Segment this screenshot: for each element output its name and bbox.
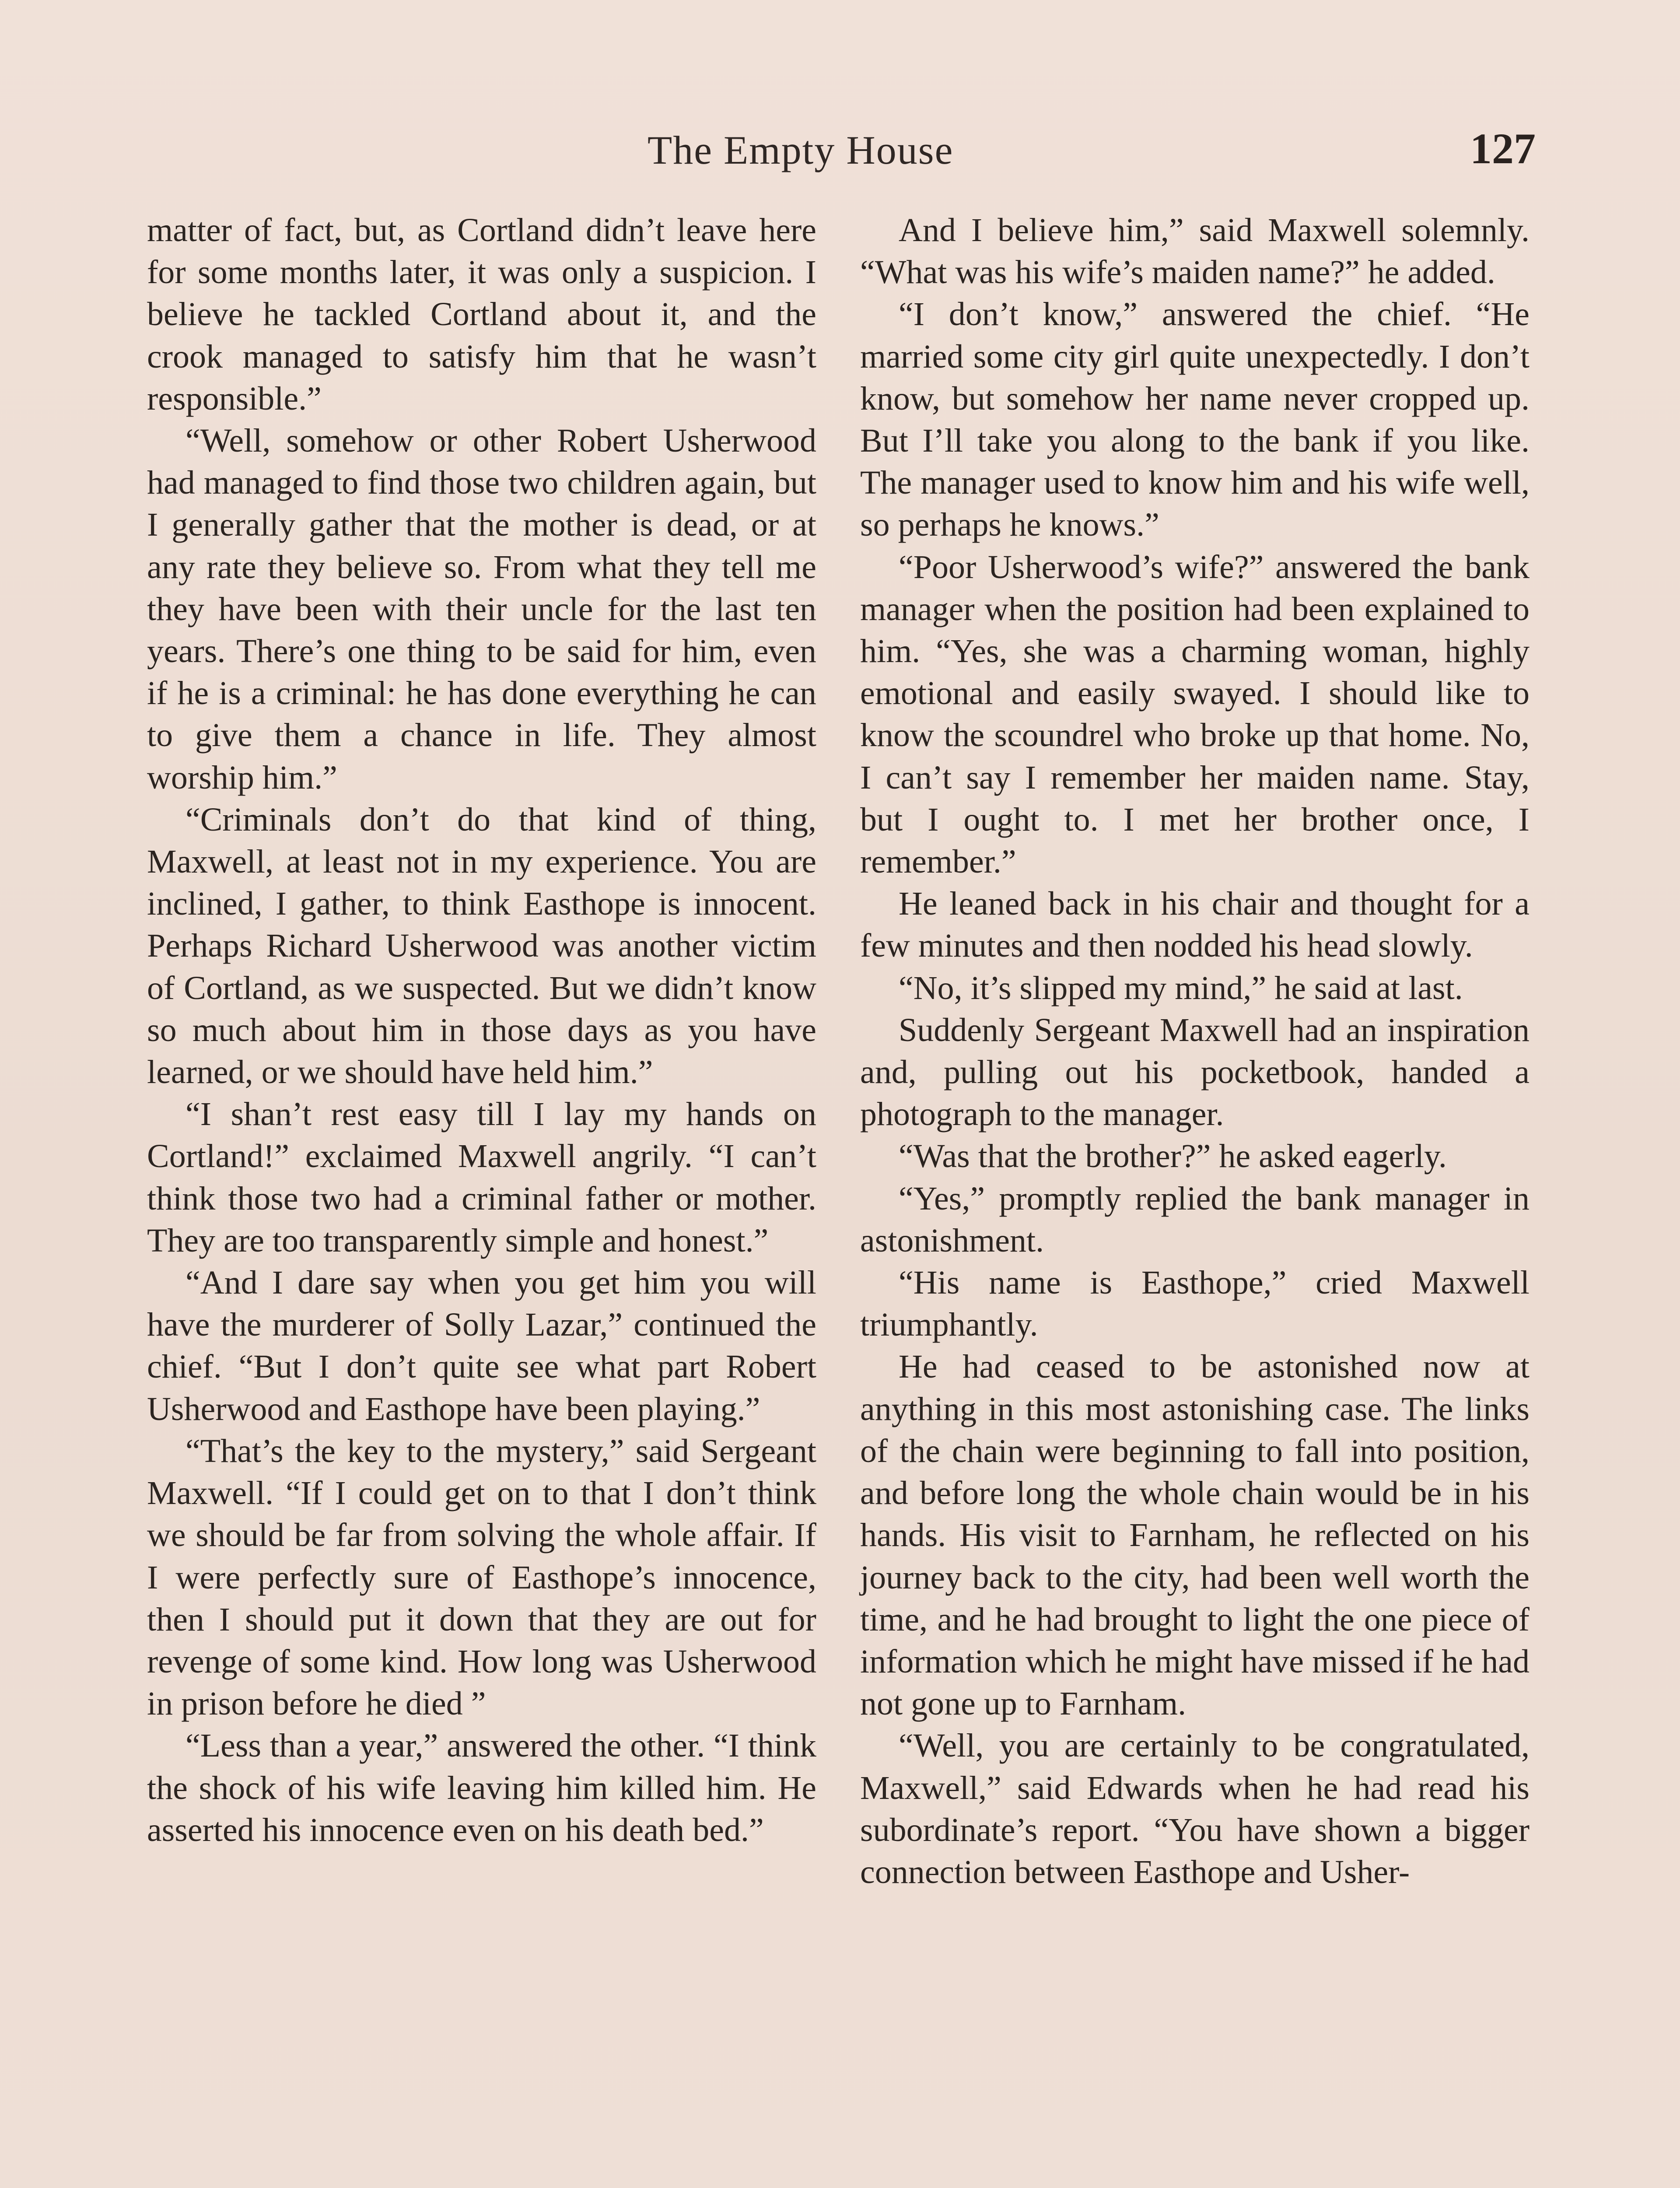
paragraph: “I don’t know,” answered the chief. “He married some city girl quite unexpectedly. I don’t know, but somehow her name never cropped up. But I’ll take you along to the bank if you like. The manager used to know him and his wife well, so perhaps he knows.” [860,296,1530,543]
right-column [860,209,1530,1893]
paragraph: “I shan’t rest easy till I lay my hands on Cortland!” exclaimed Maxwell angrily. “I can’t think those two had a criminal father or mother. They are too transparently simple and honest.” [147,1096,816,1259]
paragraph: “That’s the key to the mystery,” said Sergeant Maxwell. “If I could get on to that I don’t think we should be far from solving the whole affair. If I were perfectly sure of Easthope’s innocence, then I should put it down that they are out for revenge of some kind. How long was Usherwood in prison before he died ” [147,1432,816,1722]
paragraph: “Yes,” promptly replied the bank manager in astonishment. [860,1180,1530,1259]
running-title: The Empty House [648,128,954,172]
paragraph: And I believe him,” said Maxwell solemnly. “What was his wife’s maiden name?” he added. [860,212,1530,291]
paragraph: “Poor Usherwood’s wife?” answered the bank manager when the position had been explained to him. “Yes, she was a charming woman, highly emotional and easily swayed. I should like to know the scoundrel who broke up that home. No, I can’t say I remember her maiden name. Stay, but I ought to. I met her brother once, I remember.” [860,548,1530,880]
paragraph: “Well, somehow or other Robert Usherwood had managed to find those two children again, but I generally gather that the mother is dead, or at any rate they believe so. From what they tell me they have been with their uncle for the last ten years. There’s one thing to be said for him, even if he is a criminal: he has done everything he can to give them a chance in life. They almost worship him.” [147,422,816,796]
paragraph: “No, it’s slipped my mind,” he said at last. [899,969,1463,1006]
paragraph: “Criminals don’t do that kind of thing, Maxwell, at least not in my experience. You are inclined, I gather, to think Easthope is innocent. Perhaps Richard Usherwood was another victim of Cortland, as we suspected. But we didn’t know so much about him in those days as you have learned, or we should have held him.” [147,801,816,1091]
paragraph: “And I dare say when you get him you will have the murderer of Solly Lazar,” continued the chief. “But I don’t quite see what part Robert Usherwood and Easthope have been playing.” [147,1264,816,1427]
paragraph: “His name is Easthope,” cried Maxwell triumphantly. [860,1264,1530,1343]
page-number: 127 [1470,124,1536,173]
paragraph: Suddenly Sergeant Maxwell had an inspiration and, pulling out his pocketbook, handed a photograph to the manager. [860,1011,1530,1133]
paragraph: He had ceased to be astonished now at anything in this most astonishing case. The links of the chain were beginning to fall into position, and before long the whole chain would be in his hands. His visit to Farnham, he reflected on his journey back to the city, had been well worth the time, and he had brought to light the one piece of information which he might have missed if he had not gone up to Farnham. [860,1348,1530,1722]
left-column [147,209,816,1851]
paragraph: He leaned back in his chair and thought for a few minutes and then nodded his head slowly. [860,885,1530,964]
paragraph: matter of fact, but, as Cortland didn’t leave here for some months later, it was only a suspicion. I believe he tackled Cortland about it, and the crook managed to satisfy him that he wasn’t responsible.” [147,212,816,417]
paragraph: “Was that the brother?” he asked eagerly. [899,1138,1447,1175]
paragraph: “Well, you are certainly to be congratulated, Maxwell,” said Edwards when he had read his subordinate’s report. “You have shown a bigger connection between Easthope and Usher- [860,1727,1530,1890]
paragraph: “Less than a year,” answered the other. “I think the shock of his wife leaving him killed him. He asserted his innocence even on his death bed.” [147,1727,816,1848]
